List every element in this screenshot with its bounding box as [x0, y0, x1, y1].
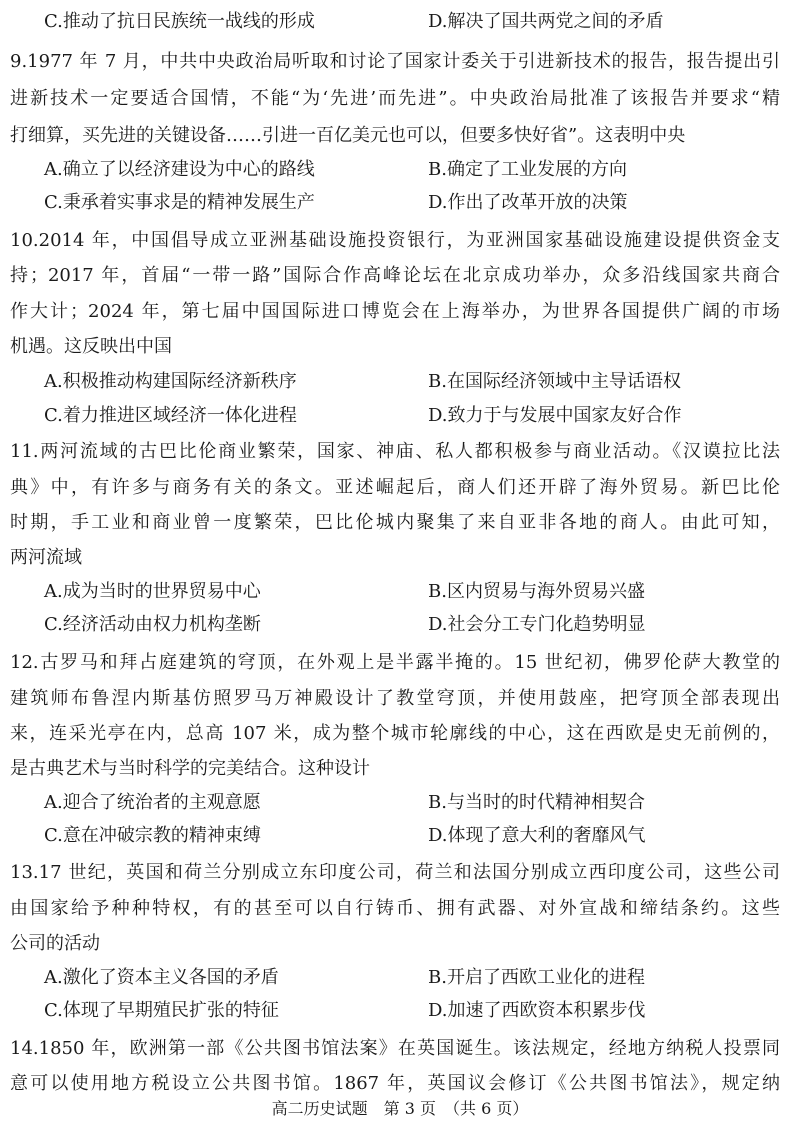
q13-stem-line-1: 13.17 世纪，英国和荷兰分别成立东印度公司，荷兰和法国分别成立西印度公司，这些公司	[10, 862, 780, 883]
q9-option-d: D.作出了改革开放的决策	[428, 192, 628, 213]
q10-stem-line-1: 10.2014 年，中国倡导成立亚洲基础设施投资银行，为亚洲国家基础设施建设提供资金支	[10, 230, 780, 251]
q11-stem-line-1: 11.两河流域的古巴比伦商业繁荣，国家、神庙、私人都积极参与商业活动。《汉谟拉比法	[10, 441, 780, 462]
q11-option-d: D.社会分工专门化趋势明显	[428, 614, 646, 635]
q11-option-b: B.区内贸易与海外贸易兴盛	[428, 581, 645, 602]
q10-stem-line-4: 机遇。这反映出中国	[10, 336, 172, 357]
q10-option-c: C.着力推进区域经济一体化进程	[44, 405, 297, 426]
q13-option-b: B.开启了西欧工业化的进程	[428, 967, 645, 988]
q10-option-a: A.积极推动构建国际经济新秩序	[44, 371, 297, 392]
q13-option-a: A.激化了资本主义各国的矛盾	[44, 967, 279, 988]
q13-option-c: C.体现了早期殖民扩张的特征	[44, 1000, 279, 1021]
q13-stem-line-2: 由国家给予种种特权，有的甚至可以自行铸币、拥有武器、对外宣战和缔结条约。这些	[10, 898, 780, 919]
q10-stem-line-2: 持；2017 年，首届“一带一路”国际合作高峰论坛在北京成功举办，众多沿线国家共商合	[10, 265, 780, 286]
prev-option-d: D.解决了国共两党之间的矛盾	[428, 11, 664, 32]
q12-option-c: C.意在冲破宗教的精神束缚	[44, 825, 261, 846]
q9-option-b: B.确定了工业发展的方向	[428, 159, 627, 180]
q13-option-d: D.加速了西欧资本积累步伐	[428, 1000, 646, 1021]
page-footer: 高二历史试题 第 3 页 （共 6 页）	[271, 1099, 529, 1118]
q12-stem-line-3: 来，连采光亭在内，总高 107 米，成为整个城市轮廓线的中心，这在西欧是史无前例的，	[10, 723, 780, 744]
q13-stem-line-3: 公司的活动	[10, 933, 100, 954]
q12-option-d: D.体现了意大利的奢靡风气	[428, 825, 646, 846]
q10-stem-line-3: 作大计；2024 年，第七届中国国际进口博览会在上海举办，为世界各国提供广阔的市场	[10, 301, 780, 322]
prev-option-c: C.推动了抗日民族统一战线的形成	[44, 11, 315, 32]
q9-option-a: A.确立了以经济建设为中心的路线	[44, 159, 315, 180]
q9-stem-line-2: 进新技术一定要适合国情，不能“为‘先进’而先进”。中央政治局批准了该报告并要求“精	[10, 88, 780, 109]
q9-stem-line-3: 打细算，买先进的关键设备……引进一百亿美元也可以，但要多快好省”。这表明中央	[10, 125, 686, 146]
q14-stem-line-2: 意可以使用地方税设立公共图书馆。1867 年，英国议会修订《公共图书馆法》，规定纳	[10, 1073, 780, 1094]
q9-stem-line-1: 9.1977 年 7 月，中共中央政治局听取和讨论了国家计委关于引进新技术的报告，报告提出引	[10, 51, 780, 72]
q14-stem-line-1: 14.1850 年，欧洲第一部《公共图书馆法案》在英国诞生。该法规定，经地方纳税人投票同	[10, 1038, 780, 1059]
q11-option-c: C.经济活动由权力机构垄断	[44, 614, 261, 635]
q11-stem-line-3: 时期，手工业和商业曾一度繁荣，巴比伦城内聚集了来自亚非各地的商人。由此可知，	[10, 512, 780, 533]
q10-option-d: D.致力于与发展中国家友好合作	[428, 405, 682, 426]
q12-option-a: A.迎合了统治者的主观意愿	[44, 792, 261, 813]
q12-stem-line-1: 12.古罗马和拜占庭建筑的穹顶，在外观上是半露半掩的。15 世纪初，佛罗伦萨大教堂的	[10, 652, 780, 673]
q12-stem-line-4: 是古典艺术与当时科学的完美结合。这种设计	[10, 758, 370, 779]
q11-stem-line-4: 两河流域	[10, 547, 82, 568]
q11-option-a: A.成为当时的世界贸易中心	[44, 581, 261, 602]
q10-option-b: B.在国际经济领域中主导话语权	[428, 371, 681, 392]
q9-option-c: C.秉承着实事求是的精神发展生产	[44, 192, 315, 213]
q11-stem-line-2: 典》中，有许多与商务有关的条文。亚述崛起后，商人们还开辟了海外贸易。新巴比伦	[10, 477, 780, 498]
q12-stem-line-2: 建筑师布鲁涅内斯基仿照罗马万神殿设计了教堂穹顶，并使用鼓座，把穹顶全部表现出	[10, 688, 780, 709]
q12-option-b: B.与当时的时代精神相契合	[428, 792, 645, 813]
